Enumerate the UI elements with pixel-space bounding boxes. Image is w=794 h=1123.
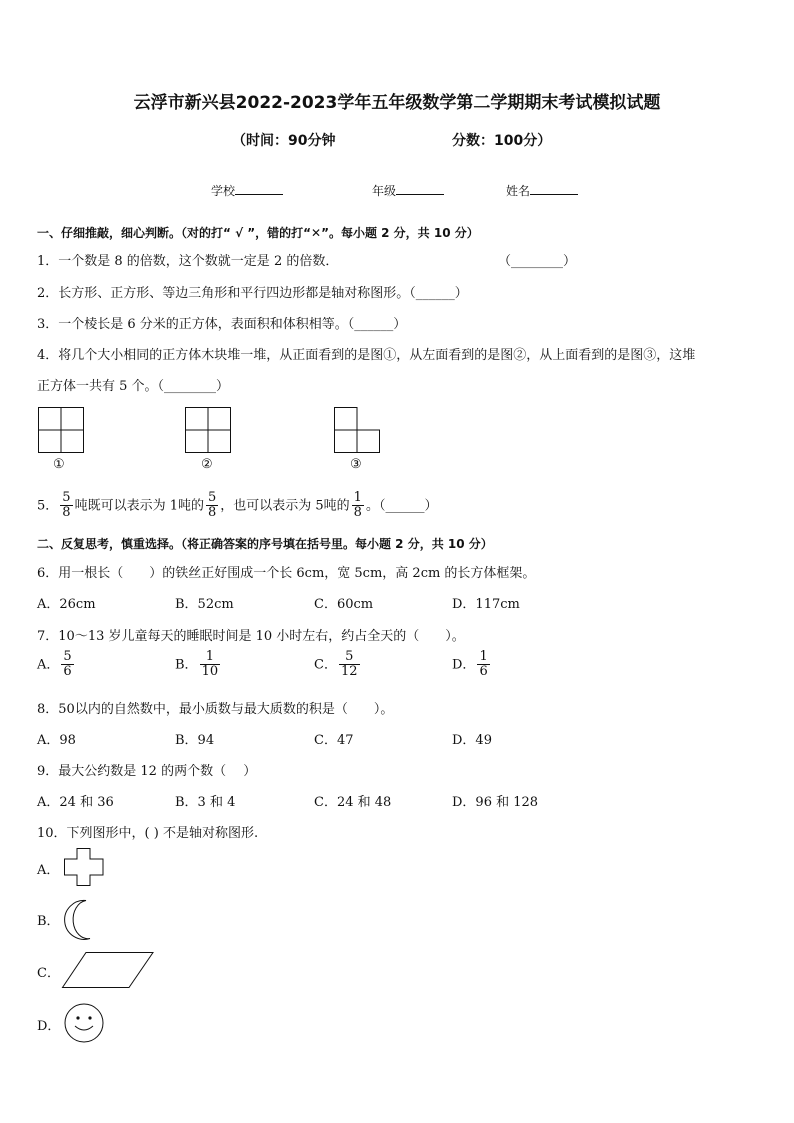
denominator: 12 [340, 664, 358, 680]
question-2: 2．长方形、正方形、等边三角形和平行四边形都是轴对称图形。（______） [37, 286, 468, 301]
option-label: D． [452, 657, 476, 673]
q8-option-a: A．98 [37, 733, 76, 748]
parallelogram-icon [62, 952, 154, 988]
fraction [206, 491, 218, 521]
denominator: 8 [207, 505, 217, 521]
option-label: A． [37, 657, 60, 673]
numerator: 5 [339, 650, 360, 665]
q6-option-d: D．117cm [452, 597, 520, 612]
figure-left-view [185, 407, 233, 455]
question-5 [37, 491, 437, 521]
q8-option-d: D．49 [452, 733, 492, 748]
fraction [60, 491, 72, 521]
option-label: B． [175, 657, 198, 673]
denominator: 6 [479, 664, 488, 680]
q8-option-c: C．47 [314, 733, 354, 748]
q9-option-c: C．24 和 48 [314, 795, 392, 810]
cross-shape-icon [64, 848, 104, 886]
fraction [339, 650, 360, 680]
q9-option-b: B．3 和 4 [175, 795, 236, 810]
figure-front-view [38, 407, 86, 455]
denominator: 8 [62, 505, 71, 521]
denominator: 8 [353, 505, 362, 521]
numerator: 1 [353, 490, 362, 505]
fraction [61, 650, 73, 680]
q7-option-a [37, 650, 76, 680]
question-10: 10．下列图形中，( ) 不是轴对称图形. [37, 826, 259, 841]
q8-option-b: B．94 [175, 733, 215, 748]
q7-option-d [452, 650, 492, 680]
smiley-face-icon [64, 1003, 104, 1043]
q6-option-c: C．60cm [314, 597, 374, 612]
school-field [211, 182, 283, 199]
q7-option-b [175, 650, 222, 680]
question-7: 7．10～13 岁儿童每天的睡眠时间是 10 小时左右，约占全天的（ ）。 [37, 629, 465, 644]
name-field [506, 182, 578, 199]
denominator: 10 [201, 664, 219, 680]
question-4-line2: 正方体一共有 5 个。（________） [37, 379, 230, 394]
numerator: 1 [200, 650, 221, 665]
question-5-text-2: ，也可以表示为 5吨的 [220, 498, 350, 514]
grade-label: 年级 [372, 184, 397, 198]
question-9: 9．最大公约数是 12 的两个数（ ） [37, 764, 257, 779]
exam-score: 分数：100分） [452, 133, 552, 149]
question-1: 1．一个数是 8 的倍数，这个数就一定是 2 的倍数． [37, 254, 339, 269]
figure-label-1: ① [53, 457, 65, 472]
q7-option-c [314, 650, 362, 680]
grade-blank [396, 182, 444, 195]
fraction [200, 650, 221, 680]
figure-top-view [334, 407, 382, 455]
q9-option-a: A．24 和 36 [37, 795, 114, 810]
question-5-prefix: 5． [37, 498, 59, 514]
page-title: 云浮市新兴县2022-2023学年五年级数学第二学期期末考试模拟试题 [133, 93, 661, 113]
q10-option-a: A． [37, 863, 60, 878]
numerator: 5 [207, 490, 217, 505]
numerator: 5 [62, 490, 71, 505]
numerator: 5 [63, 649, 72, 664]
name-blank [530, 182, 578, 195]
q10-option-b: B． [37, 914, 60, 929]
name-label: 姓名 [506, 184, 531, 198]
numerator: 1 [479, 649, 488, 664]
question-5-blank: 。（______） [365, 498, 438, 514]
school-blank [235, 182, 283, 195]
question-8: 8．50以内的自然数中，最小质数与最大质数的积是（ ）。 [37, 702, 394, 717]
section1-heading: 一、仔细推敲，细心判断。（对的打“ √ ”，错的打“✕”。每小题 2 分，共 10 分） [37, 226, 479, 240]
exam-time: （时间：90分钟 [232, 133, 336, 149]
fraction [352, 491, 364, 521]
q9-option-d: D．96 和 128 [452, 795, 539, 810]
q10-option-d: D． [37, 1019, 61, 1034]
crescent-moon-icon [64, 900, 96, 940]
question-4-line1: 4．将几个大小相同的正方体木块堆一堆，从正面看到的是图①，从左面看到的是图②，从上面看到的是图③，这堆 [37, 348, 696, 363]
question-6: 6．用一根长（ ）的铁丝正好围成一个长 6cm，宽 5cm，高 2cm 的长方体框架。 [37, 566, 536, 581]
grade-field [372, 182, 444, 199]
q10-option-c: C． [37, 966, 60, 981]
q6-option-a: A．26cm [37, 597, 96, 612]
question-5-text-1: 吨既可以表示为 1吨的 [74, 498, 204, 514]
option-label: C． [314, 657, 337, 673]
school-label: 学校 [211, 184, 236, 198]
figure-label-3: ③ [350, 457, 362, 472]
figure-label-2: ② [201, 457, 213, 472]
denominator: 6 [63, 664, 72, 680]
question-3: 3．一个棱长是 6 分米的正方体，表面积和体积相等。（______） [37, 317, 407, 332]
q6-option-b: B．52cm [175, 597, 234, 612]
section2-heading: 二、反复思考，慎重选择。（将正确答案的序号填在括号里。每小题 2 分，共 10 分） [37, 537, 493, 551]
question-1-blank: （________） [498, 254, 577, 269]
fraction [477, 650, 489, 680]
